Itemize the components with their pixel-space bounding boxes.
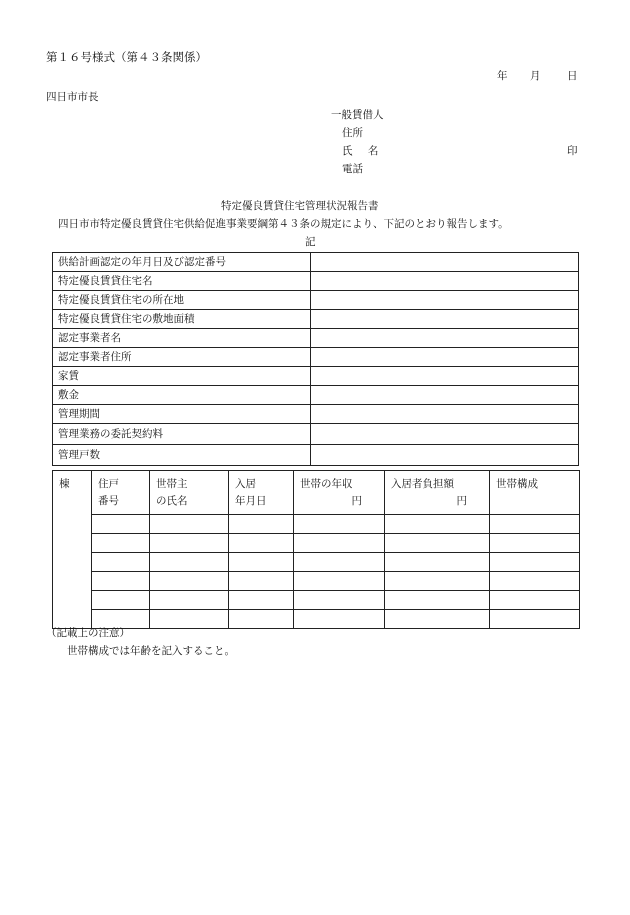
row-label: 敷金 xyxy=(53,386,311,405)
date-year-label: 年 xyxy=(497,70,508,82)
cell[interactable] xyxy=(294,610,385,629)
table-row xyxy=(53,610,580,629)
row-value-cell[interactable] xyxy=(311,272,579,291)
cell[interactable] xyxy=(294,572,385,591)
row-label: 家賃 xyxy=(53,367,311,386)
date-day-label: 日 xyxy=(567,70,578,82)
cell[interactable] xyxy=(92,610,150,629)
phone-label: 電話 xyxy=(342,163,363,175)
table-row xyxy=(53,310,579,329)
cell[interactable] xyxy=(229,591,294,610)
row-value-cell[interactable] xyxy=(311,310,579,329)
row-label: 認定事業者名 xyxy=(53,329,311,348)
table-row xyxy=(53,445,579,466)
row-value-cell[interactable] xyxy=(311,253,579,272)
cell[interactable] xyxy=(490,591,580,610)
table-row xyxy=(53,424,579,445)
table-row xyxy=(53,515,580,534)
row-value-cell[interactable] xyxy=(311,424,579,445)
table-row xyxy=(53,591,580,610)
row-label: 管理期間 xyxy=(53,405,311,424)
resident-table xyxy=(52,470,580,629)
cell[interactable] xyxy=(92,591,150,610)
col-tenant-burden xyxy=(385,471,490,515)
col-household-income xyxy=(294,471,385,515)
info-table xyxy=(52,252,579,466)
cell[interactable] xyxy=(150,591,229,610)
row-label: 特定優良賃貸住宅の敷地面積 xyxy=(53,310,311,329)
table-row xyxy=(53,572,580,591)
cell[interactable] xyxy=(385,572,490,591)
cell[interactable] xyxy=(490,610,580,629)
address-label: 住所 xyxy=(342,127,363,139)
table-row xyxy=(53,534,580,553)
col-burden-label: 入居者負担額 xyxy=(391,478,454,490)
table-row xyxy=(53,329,579,348)
cell[interactable] xyxy=(294,515,385,534)
col-householder-line1: 世帯主 xyxy=(156,478,188,490)
col-unit-number xyxy=(92,471,150,515)
table-header-row xyxy=(53,471,580,515)
row-label: 認定事業者住所 xyxy=(53,348,311,367)
cell[interactable] xyxy=(294,591,385,610)
applicant-title: 一般賃借人 xyxy=(331,109,384,121)
cell[interactable] xyxy=(385,610,490,629)
row-label: 供給計画認定の年月日及び認定番号 xyxy=(53,253,311,272)
cell[interactable] xyxy=(150,534,229,553)
document-title: 特定優良賃貸住宅管理状況報告書 xyxy=(221,200,379,212)
table-row xyxy=(53,553,580,572)
notes-heading: （記載上の注意） xyxy=(46,627,130,639)
cell[interactable] xyxy=(490,553,580,572)
cell[interactable] xyxy=(150,610,229,629)
cell[interactable] xyxy=(385,515,490,534)
row-value-cell[interactable] xyxy=(311,291,579,310)
cell[interactable] xyxy=(385,553,490,572)
cell[interactable] xyxy=(150,553,229,572)
col-move-in-line2: 年月日 xyxy=(235,495,267,507)
form-number: 第１６号様式（第４３条関係） xyxy=(46,50,207,64)
col-householder-line2: の氏名 xyxy=(156,495,188,507)
cell[interactable] xyxy=(150,572,229,591)
row-label: 特定優良賃貸住宅の所在地 xyxy=(53,291,311,310)
table-row xyxy=(53,367,579,386)
intro-text: 四日市市特定優良賃貸住宅供給促進事業要綱第４３条の規定により、下記のとおり報告します。 xyxy=(58,218,509,230)
table-row xyxy=(53,272,579,291)
row-value-cell[interactable] xyxy=(311,367,579,386)
col-income-unit: 円 xyxy=(351,495,362,507)
col-unit-number-line2: 番号 xyxy=(98,495,119,507)
cell[interactable] xyxy=(294,534,385,553)
col-householder-name xyxy=(150,471,229,515)
row-value-cell[interactable] xyxy=(311,386,579,405)
cell[interactable] xyxy=(294,553,385,572)
col-income-label: 世帯の年収 xyxy=(300,478,353,490)
cell[interactable] xyxy=(150,515,229,534)
col-move-in-line1: 入居 xyxy=(235,478,256,490)
row-label: 管理戸数 xyxy=(53,445,311,466)
table-row xyxy=(53,386,579,405)
row-value-cell[interactable] xyxy=(311,348,579,367)
table-row xyxy=(53,348,579,367)
cell[interactable] xyxy=(92,534,150,553)
cell[interactable] xyxy=(92,515,150,534)
table-row xyxy=(53,253,579,272)
col-unit-number-line1: 住戸 xyxy=(98,478,119,490)
cell[interactable] xyxy=(229,553,294,572)
cell[interactable] xyxy=(490,572,580,591)
seal-mark: 印 xyxy=(567,145,578,157)
cell[interactable] xyxy=(385,534,490,553)
row-value-cell[interactable] xyxy=(311,405,579,424)
row-label: 特定優良賃貸住宅名 xyxy=(53,272,311,291)
row-value-cell[interactable] xyxy=(311,329,579,348)
cell[interactable] xyxy=(229,515,294,534)
table-row xyxy=(53,405,579,424)
row-label: 管理業務の委託契約料 xyxy=(53,424,311,445)
notes-text: 世帯構成では年齢を記入すること。 xyxy=(67,645,235,657)
name-label: 氏 名 xyxy=(342,145,385,157)
col-household-composition: 世帯構成 xyxy=(490,471,580,515)
cell[interactable] xyxy=(229,572,294,591)
addressee: 四日市市長 xyxy=(46,91,99,103)
col-building: 棟 xyxy=(53,471,92,629)
date-month-label: 月 xyxy=(530,70,541,82)
cell[interactable] xyxy=(92,572,150,591)
cell[interactable] xyxy=(385,591,490,610)
cell[interactable] xyxy=(490,534,580,553)
col-burden-unit: 円 xyxy=(456,495,467,507)
ki-label: 記 xyxy=(305,236,316,248)
table-row xyxy=(53,291,579,310)
cell[interactable] xyxy=(229,610,294,629)
col-move-in-date xyxy=(229,471,294,515)
cell[interactable] xyxy=(229,534,294,553)
cell[interactable] xyxy=(490,515,580,534)
cell[interactable] xyxy=(92,553,150,572)
row-value-cell[interactable] xyxy=(311,445,579,466)
